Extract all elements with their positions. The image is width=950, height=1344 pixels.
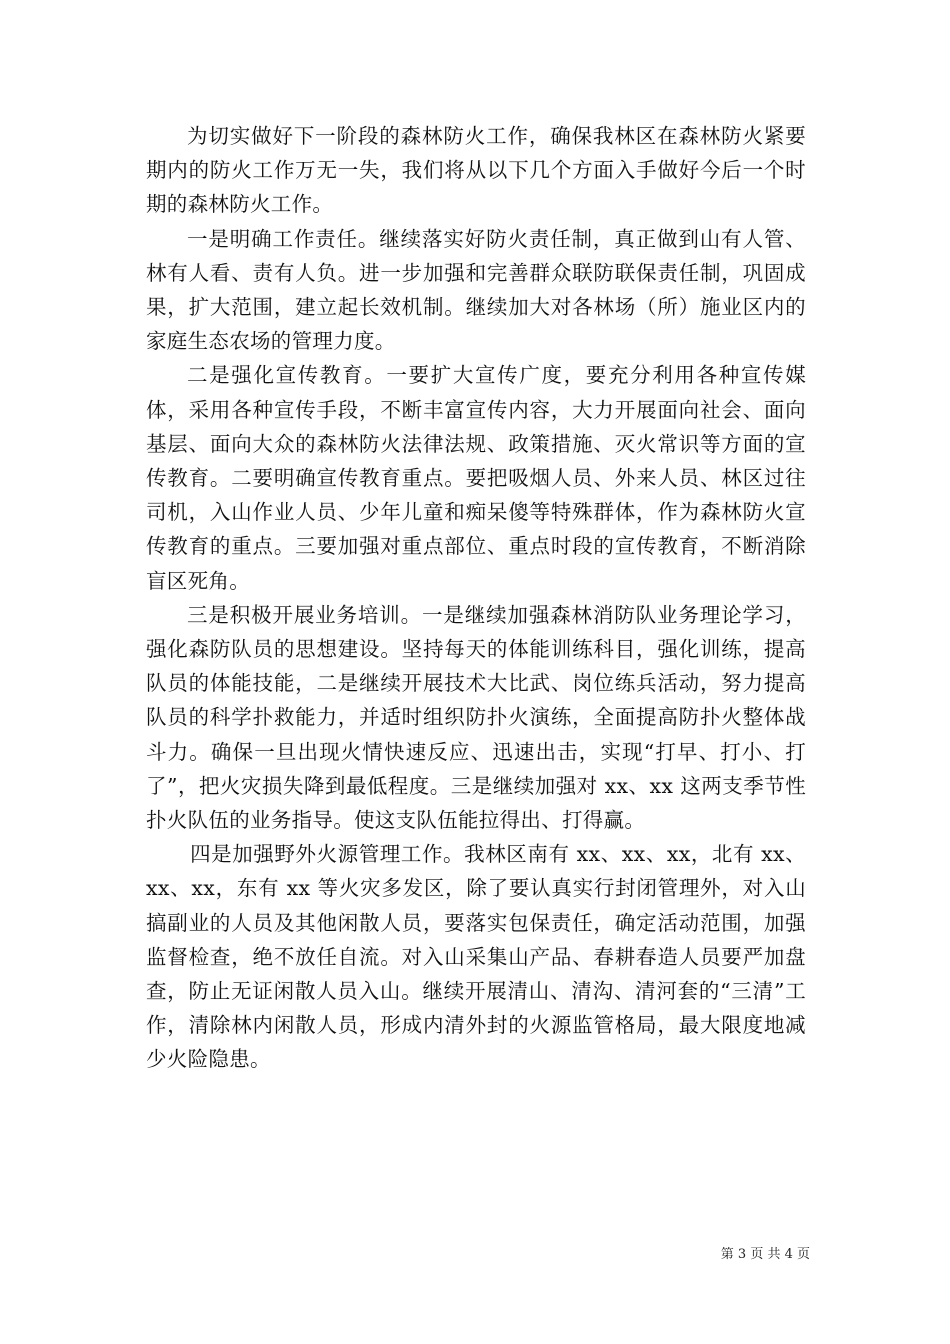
page-footer: 第 3 页 共 4 页 bbox=[720, 1247, 810, 1262]
paragraph-fire-source: 四是加强野外火源管理工作。我林区南有 xx、xx、xx，北有 xx、xx、xx，东有 xx 等火灾多发区，除了要认真实行封闭管理外，对入山搞副业的人员及其他闲散人员，要落实包保责任，确定活动范围，加强监督检查，绝不放任自流。对入山采集山产品、春耕春造人员要严加盘查，防止无证闲散人员入山。继续开展清山、清沟、清河套的“三清”工作，清除林内闲散人员，形成内清外封的火源监管格局，最大限度地减少火险隐患。 bbox=[146, 842, 806, 1072]
paragraph-responsibility: 一是明确工作责任。继续落实好防火责任制，真正做到山有人管、林有人看、责有人负。进一步加强和完善群众联防联保责任制，巩固成果，扩大范围，建立起长效机制。继续加大对各林场（所）施业区内的家庭生态农场的管理力度。 bbox=[146, 226, 806, 354]
paragraph-publicity: 二是强化宣传教育。一要扩大宣传广度，要充分利用各种宣传媒体，采用各种宣传手段，不断丰富宣传内容，大力开展面向社会、面向基层、面向大众的森林防火法律法规、政策措施、灭火常识等方面的宣传教育。二要明确宣传教育重点。要把吸烟人员、外来人员、林区过往司机，入山作业人员、少年儿童和痴呆傻等特殊群体，作为森林防火宣传教育的重点。三要加强对重点部位、重点时段的宣传教育，不断消除盲区死角。 bbox=[146, 363, 806, 593]
paragraph-intro: 为切实做好下一阶段的森林防火工作，确保我林区在森林防火紧要期内的防火工作万无一失，我们将从以下几个方面入手做好今后一个时期的森林防火工作。 bbox=[146, 124, 806, 217]
paragraph-training: 三是积极开展业务培训。一是继续加强森林消防队业务理论学习，强化森防队员的思想建设。坚持每天的体能训练科目，强化训练，提高队员的体能技能，二是继续开展技术大比武、岗位练兵活动，努力提高队员的科学扑救能力，并适时组织防扑火演练，全面提高防扑火整体战斗力。确保一旦出现火情快速反应、迅速出击，实现“打早、打小、打了”，把火灾损失降到最低程度。三是继续加强对 xx、xx 这两支季节性扑火队伍的业务指导。使这支队伍能拉得出、打得赢。 bbox=[146, 602, 806, 833]
document-body bbox=[146, 119, 806, 1077]
